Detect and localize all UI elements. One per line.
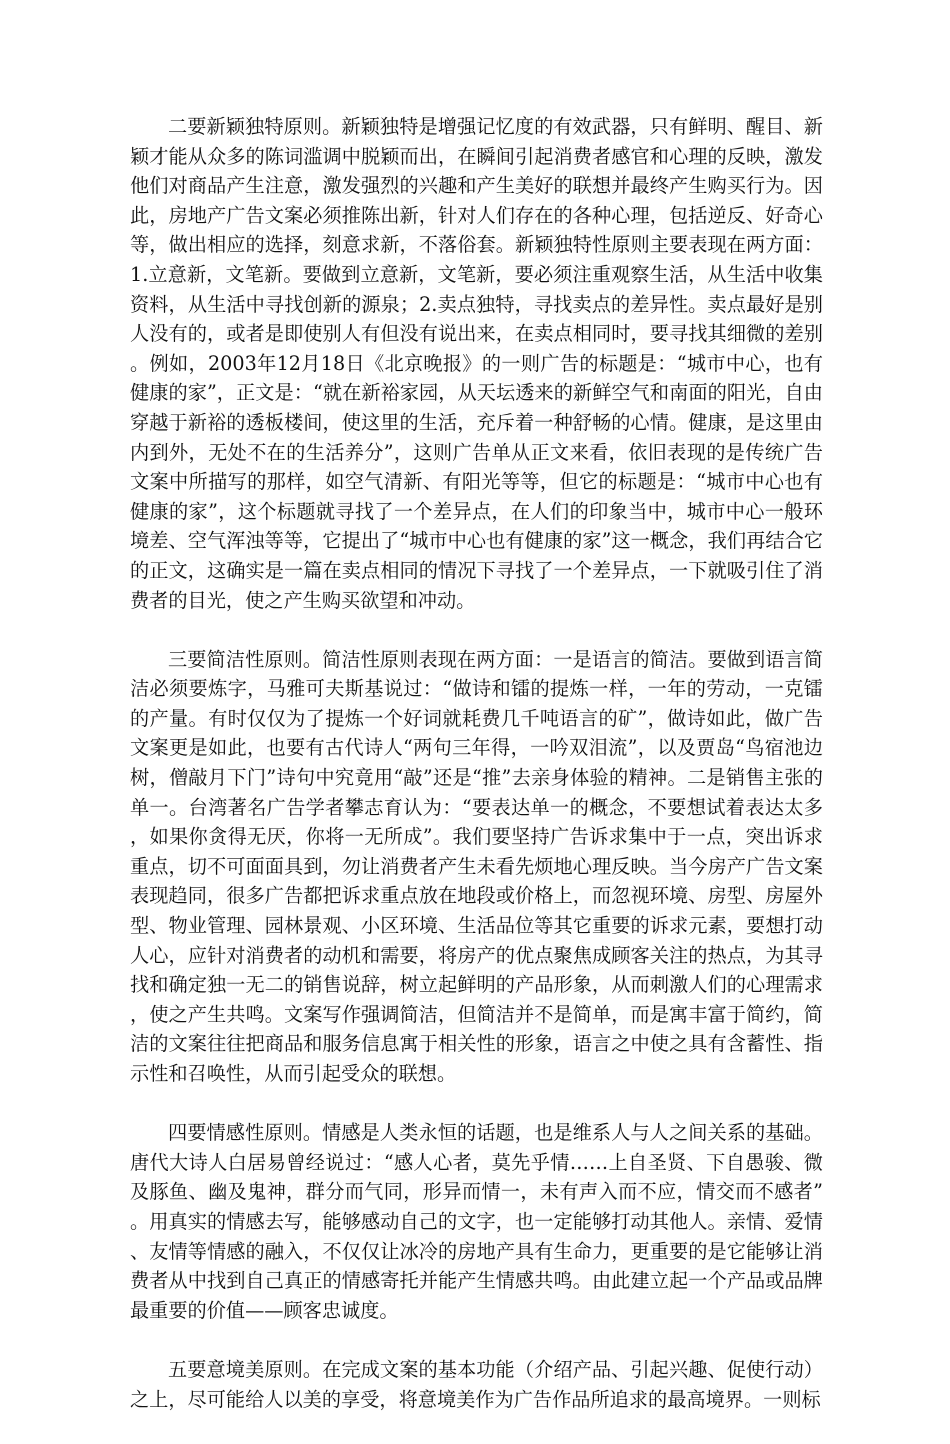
- paragraph-novelty-principle: 二要新颖独特原则。新颖独特是增强记忆度的有效武器，只有鲜明、醒目、新颖才能从众多的陈词滥调中脱颖而出，在瞬间引起消费者感官和心理的反映，激发他们对商品产生注意，激发强烈的兴趣和产生美好的联想并最终产生购买行为。因此，房地产广告文案必须推陈出新，针对人们存在的各种心理，包括逆反、好奇心等，做出相应的选择，刻意求新，不落俗套。新颖独特性原则主要表现在两方面：1.立意新，文笔新。要做到立意新，文笔新，要必须注重观察生活，从生活中收集资料，从生活中寻找创新的源泉；2.卖点独特，寻找卖点的差异性。卖点最好是别人没有的，或者是即使别人有但没有说出来，在卖点相同时，要寻找其细微的差别。例如，2003年12月18日《北京晚报》的一则广告的标题是：“城市中心，也有健康的家”，正文是：“就在新裕家园，从天坛透来的新鲜空气和南面的阳光，自由穿越于新裕的透板楼间，使这里的生活，充斥着一种舒畅的心情。健康，是这里由内到外，无处不在的生活养分”，这则广告单从正文来看，依旧表现的是传统广告文案中所描写的那样，如空气清新、有阳光等等，但它的标题是：“城市中心也有健康的家”，这个标题就寻找了一个差异点，在人们的印象当中，城市中心一般环境差、空气浑浊等等，它提出了“城市中心也有健康的家”这一概念，我们再结合它的正文，这确实是一篇在卖点相同的情况下寻找了一个差异点，一下就吸引住了消费者的目光，使之产生购买欲望和冲动。: [130, 115, 823, 612]
- document-body: [130, 112, 823, 1444]
- paragraph-emotion-principle: 四要情感性原则。情感是人类永恒的话题，也是维系人与人之间关系的基础。唐代大诗人白居易曾经说过：“感人心者，莫先乎情……上自圣贤、下自愚骏、微及豚鱼、幽及鬼神，群分而气同，形异而情一，未有声入而不应，情交而不感者”。用真实的情感去写，能够感动自己的文字，也一定能够打动其他人。亲情、爱情、友情等情感的融入，不仅仅让冰冷的房地产具有生命力，更重要的是它能够让消费者从中找到自己真正的情感寄托并能产生情感共鸣。由此建立起一个产品或品牌最重要的价值——顾客忠诚度。: [130, 1121, 823, 1322]
- paragraph-simplicity-principle: 三要简洁性原则。简洁性原则表现在两方面：一是语言的简洁。要做到语言简洁必须要炼字，马雅可夫斯基说过：“做诗和镭的提炼一样，一年的劳动，一克镭的产量。有时仅仅为了提炼一个好词就耗费几千吨语言的矿”，做诗如此，做广告文案更是如此，也要有古代诗人“两句三年得，一吟双泪流”，以及贾岛“鸟宿池边树，僧敲月下门”诗句中究竟用“敲”还是“推”去亲身体验的精神。二是销售主张的单一。台湾著名广告学者攀志育认为：“要表达单一的概念，不要想试着表达太多，如果你贪得无厌，你将一无所成”。我们要坚持广告诉求集中于一点，突出诉求重点，切不可面面具到，勿让消费者产生未看先烦地心理反映。当今房产广告文案表现趋同，很多广告都把诉求重点放在地段或价格上，而忽视环境、房型、房屋外型、物业管理、园林景观、小区环境、生活品位等其它重要的诉求元素，要想打动人心，应针对消费者的动机和需要，将房产的优点聚焦成顾客关注的热点，为其寻找和确定独一无二的销售说辞，树立起鲜明的产品形象，从而刺激人们的心理需求，使之产生共鸣。文案写作强调简洁，但简洁并不是简单，而是寓丰富于简约，简洁的文案往往把商品和服务信息寓于相关性的形象，语言之中使之具有含蓄性、指示性和召唤性，从而引起受众的联想。: [130, 647, 823, 1085]
- paragraph-artistic-conception-principle: 五要意境美原则。在完成文案的基本功能（介绍产品、引起兴趣、促使行动）之上，尽可能给人以美的享受，将意境美作为广告作品所追求的最高境界。一则标: [130, 1357, 823, 1411]
